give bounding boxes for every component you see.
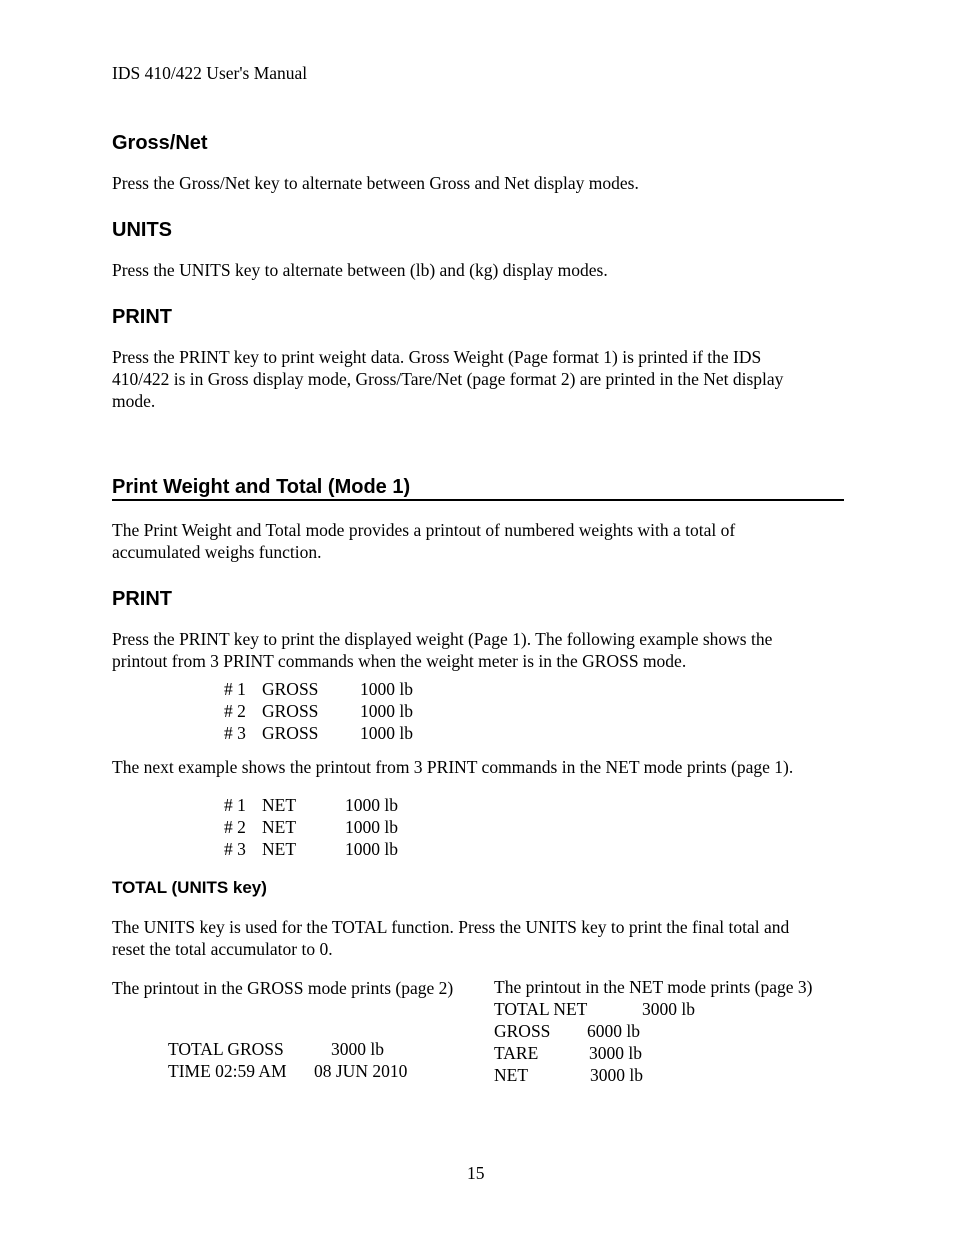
printout-value: 3000 lb [589, 1043, 642, 1063]
row-number: # 2 [224, 817, 246, 837]
row-number: # 3 [224, 839, 246, 859]
printout-label: TIME 02:59 AM [168, 1061, 287, 1081]
printout-value: 6000 lb [587, 1021, 640, 1041]
printout-value: 3000 lb [642, 999, 695, 1019]
units-text: Press the UNITS key to alternate between (lb) and (kg) display modes. [112, 260, 608, 280]
printout-value: 08 JUN 2010 [314, 1061, 408, 1081]
print-heading: PRINT [112, 306, 172, 328]
mode1-paragraph [112, 519, 847, 563]
gross-net-heading: Gross/Net [112, 132, 208, 154]
printout-label: NET [494, 1065, 529, 1085]
printout-label: GROSS [494, 1021, 551, 1041]
net-intro: The next example shows the printout from 3 PRINT commands in the NET mode prints (page 1). [112, 757, 794, 777]
page-number: 15 [467, 1163, 485, 1183]
printout-label: TARE [494, 1043, 539, 1063]
printout-label: TOTAL GROSS [168, 1039, 284, 1059]
row-mode: GROSS [262, 701, 319, 721]
row-value: 1000 lb [360, 701, 413, 721]
row-mode: NET [262, 817, 297, 837]
gross-total-intro: The printout in the GROSS mode prints (page 2) [112, 978, 454, 998]
row-value: 1000 lb [360, 723, 413, 743]
total-paragraph [112, 916, 847, 960]
row-number: # 3 [224, 723, 246, 743]
row-number: # 2 [224, 701, 246, 721]
mode1-line: accumulated weighs function. [112, 542, 322, 562]
row-value: 1000 lb [345, 839, 398, 859]
manual-title: IDS 410/422 User's Manual [112, 63, 308, 83]
row-value: 1000 lb [345, 795, 398, 815]
row-mode: GROSS [262, 679, 319, 699]
row-value: 1000 lb [360, 679, 413, 699]
print-line: mode. [112, 391, 156, 411]
printout-value: 3000 lb [590, 1065, 643, 1085]
total-line: reset the total accumulator to 0. [112, 939, 333, 959]
total-line: The UNITS key is used for the TOTAL function. Press the UNITS key to print the final total and [112, 917, 790, 937]
total-heading: TOTAL (UNITS key) [112, 878, 267, 897]
print2-line: Press the PRINT key to print the displayed weight (Page 1). The following example shows the [112, 629, 773, 649]
gross-net-text: Press the Gross/Net key to alternate between Gross and Net display modes. [112, 173, 639, 193]
row-number: # 1 [224, 679, 246, 699]
mode1-line: The Print Weight and Total mode provides a printout of numbered weights with a total of [112, 520, 736, 540]
heading-underline [112, 499, 844, 501]
units-heading: UNITS [112, 219, 172, 241]
print-paragraph [112, 346, 847, 412]
row-mode: NET [262, 839, 297, 859]
row-value: 1000 lb [345, 817, 398, 837]
mode1-heading: Print Weight and Total (Mode 1) [112, 476, 411, 498]
print-line: Press the PRINT key to print weight data. Gross Weight (Page format 1) is printed if the IDS [112, 347, 762, 367]
print-line: 410/422 is in Gross display mode, Gross/Tare/Net (page format 2) are printed in the Net display [112, 369, 784, 389]
print2-paragraph [112, 628, 847, 672]
row-mode: GROSS [262, 723, 319, 743]
net-total-intro: The printout in the NET mode prints (page 3) [494, 977, 813, 997]
row-mode: NET [262, 795, 297, 815]
row-number: # 1 [224, 795, 246, 815]
print2-heading: PRINT [112, 588, 172, 610]
printout-label: TOTAL NET [494, 999, 588, 1019]
print2-line: printout from 3 PRINT commands when the weight meter is in the GROSS mode. [112, 651, 687, 671]
printout-value: 3000 lb [331, 1039, 384, 1059]
